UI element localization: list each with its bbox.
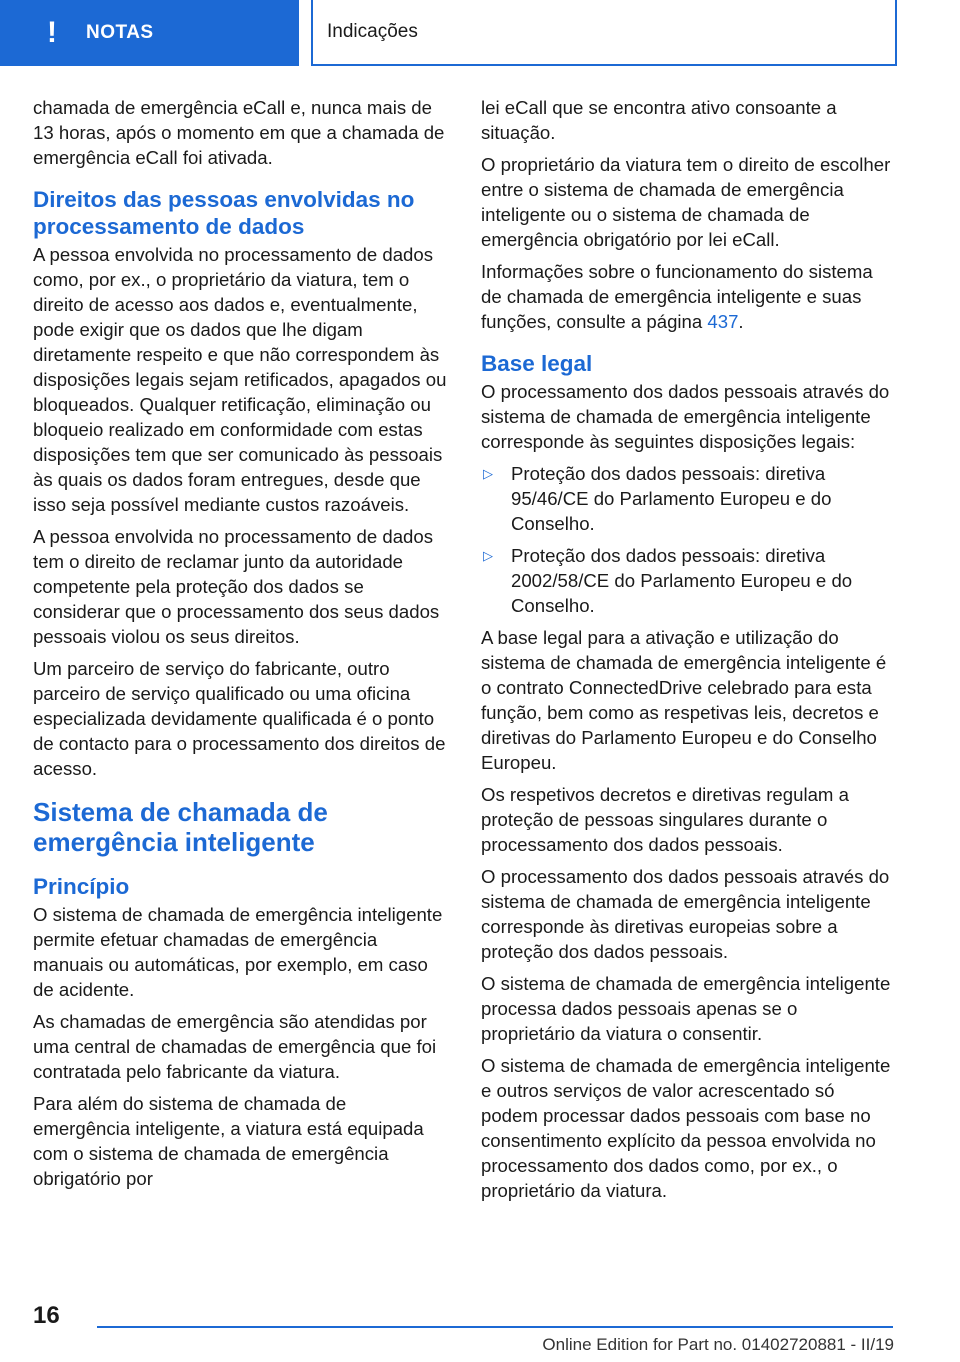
paragraph: A base legal para a ativação e utilização do sistema de chamada de emergência inteligente é o contrato ConnectedDrive celebrado para esta função, bem como as respetivas leis, decretos e diretivas do Parlamento Europeu e do Conselho Europeu. — [481, 627, 887, 773]
paragraph: Um parceiro de serviço do fabricante, outro parceiro de serviço qualificado ou uma oficina especializada devidamente qualificada é o ponto de contacto para o processamento dos direitos de acesso. — [33, 658, 446, 779]
paragraph: O sistema de chamada de emergência inteligente processa dados pessoais apenas se o proprietário da viatura o consentir. — [481, 973, 891, 1044]
list-item — [481, 461, 895, 536]
paragraph: Os respetivos decretos e diretivas regulam a proteção de pessoas singulares durante o processamento dos dados pessoais. — [481, 784, 849, 855]
paragraph: lei eCall que se encontra ativo consoante a situação. — [481, 97, 837, 143]
page-reference-link[interactable]: 437 — [707, 311, 739, 332]
section-tab-label: Indicações — [327, 21, 418, 42]
paragraph: As chamadas de emergência são atendidas por uma central de chamadas de emergência que foi contratada pelo fabricante da viatura. — [33, 1011, 437, 1082]
list-item-text: Proteção dos dados pessoais: diretiva 2002/58/CE do Parlamento Europeu e do Conselho. — [511, 545, 853, 616]
section-heading-principle: Princípio — [33, 874, 130, 899]
triangle-bullet-icon: ▷ — [483, 548, 493, 563]
paragraph: A pessoa envolvida no processamento de dados tem o direito de reclamar junto da autoridade competente pela proteção dos dados se considerar que o processamento dos seus dados pessoais violou os seus direitos. — [33, 526, 440, 647]
paragraph: O processamento dos dados pessoais através do sistema de chamada de emergência inteligente corresponde às diretivas europeias sobre a proteção dos dados pessoais. — [481, 866, 890, 962]
exclamation-icon: ! — [47, 16, 57, 49]
notes-tab-label: NOTAS — [86, 22, 154, 43]
paragraph-end: . — [738, 311, 744, 332]
right-column — [481, 95, 895, 1210]
paragraph: A pessoa envolvida no processamento de dados como, por ex., o proprietário da viatura, tem o direito de acesso aos dados e, eventualmente, pode exigir que os dados que lhe digam diretamente respeito e que não correspondem às disposições legais sejam retificados, apagados ou bloqueados. Qualquer retificação, eliminação ou bloqueio realizado em conformidade com estas disposições tem que ser comunicado às pessoais às quais os dados foram entregues, desde que isso seja possível mediante custos razoáveis. — [33, 244, 447, 515]
edition-footer: Online Edition for Part no. 01402720881 - II/19 — [542, 1335, 894, 1354]
triangle-bullet-icon: ▷ — [483, 466, 493, 481]
paragraph: Para além do sistema de chamada de emergência inteligente, a viatura está equipada com o sistema de chamada de emergência obrigatório por — [33, 1093, 424, 1189]
paragraph: chamada de emergência eCall e, nunca mais de 13 horas, após o momento em que a chamada de emergência eCall foi ativada. — [33, 97, 445, 168]
footer-divider — [97, 1326, 893, 1328]
list-item — [481, 543, 895, 618]
paragraph: O processamento dos dados pessoais através do sistema de chamada de emergência inteligente corresponde às seguintes disposições legais: — [481, 381, 890, 452]
paragraph: O sistema de chamada de emergência inteligente permite efetuar chamadas de emergência manuais ou automáticas, por exemplo, em caso de acidente. — [33, 904, 443, 1000]
page-number: 16 — [33, 1302, 60, 1329]
chapter-heading-system: Sistema de chamada de emergência inteligente — [33, 797, 328, 857]
notes-tab — [0, 0, 299, 66]
section-heading-rights: Direitos das pessoas envolvidas no processamento de dados — [33, 187, 415, 239]
paragraph: O proprietário da viatura tem o direito de escolher entre o sistema de chamada de emergência inteligente ou o sistema de chamada de emergência obrigatório por lei eCall. — [481, 154, 891, 250]
list-item-text: Proteção dos dados pessoais: diretiva 95/46/CE do Parlamento Europeu e do Conselho. — [511, 463, 832, 534]
bullet-list — [481, 461, 895, 618]
paragraph-text: Informações sobre o funcionamento do sistema de chamada de emergência inteligente e suas funções, consulte a página — [481, 261, 873, 332]
section-heading-legal: Base legal — [481, 351, 593, 376]
section-tab — [311, 0, 897, 66]
paragraph-with-page-reference — [481, 259, 895, 334]
header-bar — [0, 0, 960, 66]
left-column — [33, 95, 447, 1198]
paragraph: O sistema de chamada de emergência inteligente e outros serviços de valor acrescentado só podem processar dados pessoais com base no consentimento explícito da pessoa envolvida no processamento dos dados como, por ex., o proprietário da viatura. — [481, 1055, 891, 1201]
